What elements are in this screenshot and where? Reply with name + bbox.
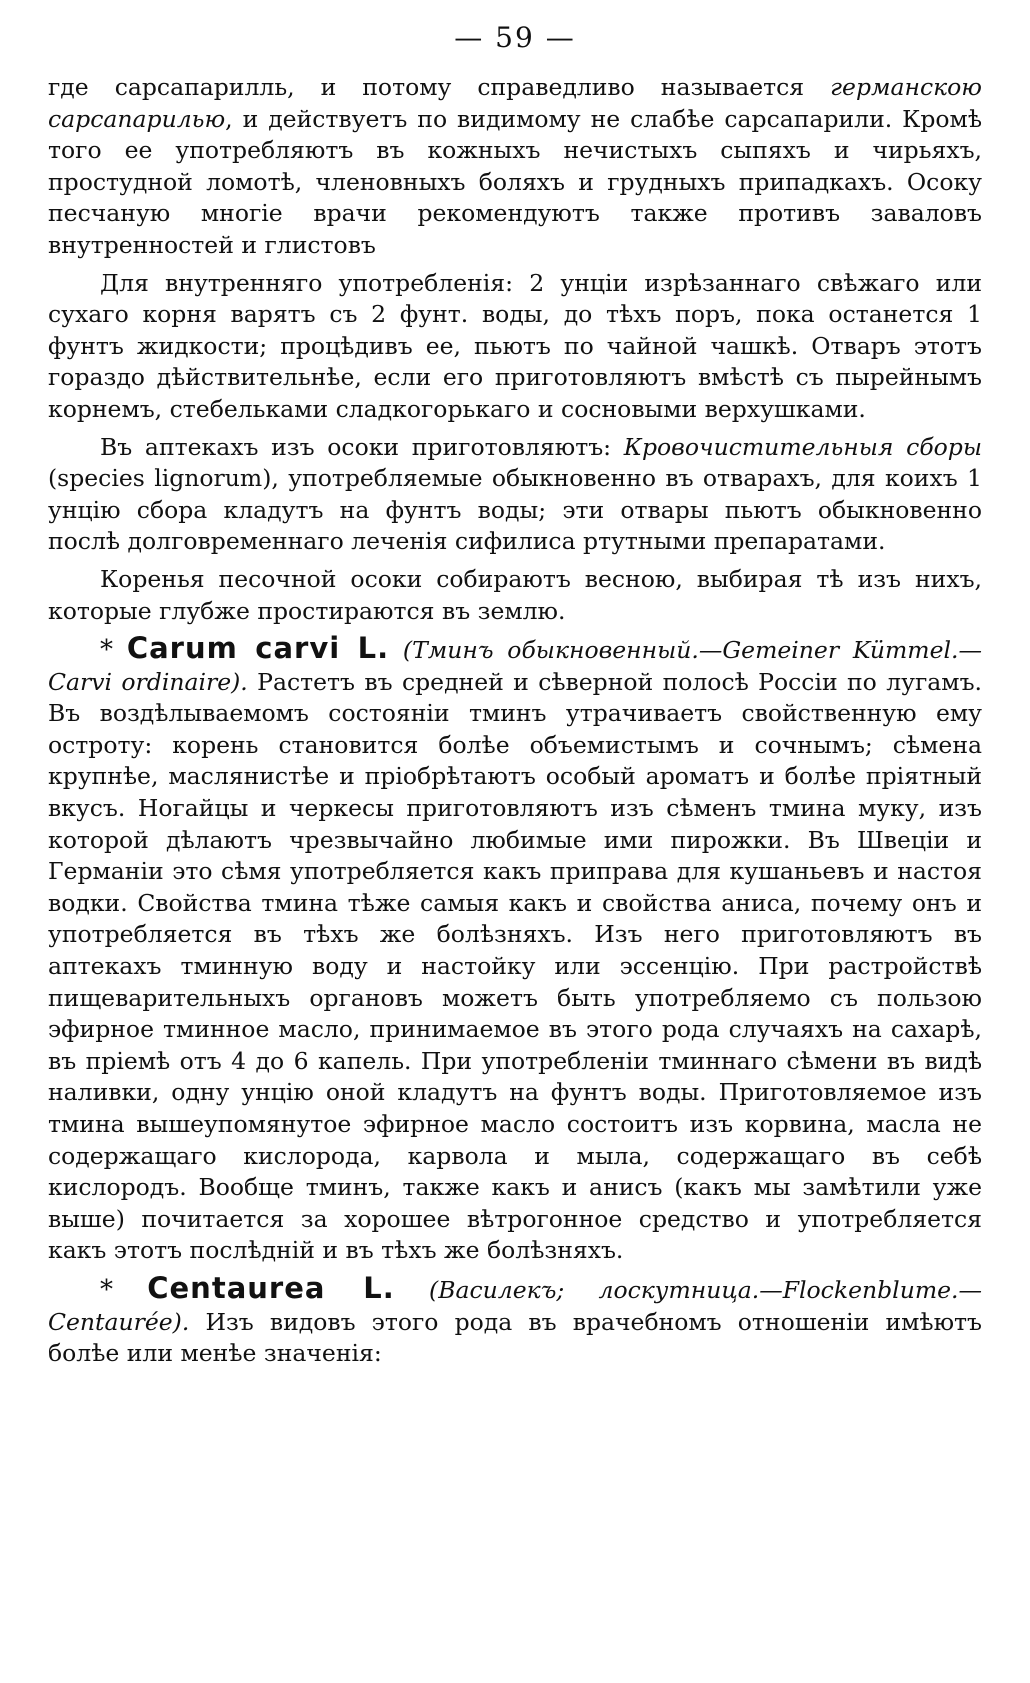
- paragraph-pharmacy: [48, 432, 982, 558]
- p1-text: где сарсапарилль, и потому справедливо называется: [48, 73, 831, 101]
- entry-genus: Centaurea L.: [147, 1270, 395, 1305]
- entry-vernacular: (Василекъ; лоскутница.—Flockenblume.—Centaurée).: [48, 1275, 982, 1336]
- paragraph-roots: Коренья песочной осоки собираютъ весною, выбирая тѣ изъ нихъ, которые глубже простираются въ землю.: [48, 564, 982, 625]
- entry-vernacular: (Тминъ обыкновенный.—Gemeiner Kümmel.—Carvi ordinaire).: [48, 636, 982, 696]
- paragraph-sarsaparilla: [48, 72, 982, 262]
- page-number: — 59 —: [454, 21, 576, 54]
- entry-centaurea: [48, 1270, 982, 1370]
- p3-text: Въ аптекахъ изъ осоки приготовляютъ:: [100, 432, 624, 461]
- entry-carum: [48, 633, 982, 1267]
- paragraph-internal-use: Для внутренняго употребленія: 2 унціи изрѣзаннаго свѣжаго или сухаго корня варятъ съ 2 фунт. воды, до тѣхъ поръ, пока останется 1 фунтъ жидкости; процѣдивъ ее, пьютъ по чайной чашкѣ. Отваръ этотъ гораздо дѣйствительнѣе, если его приготовляютъ вмѣстѣ съ пырейнымъ корнемъ, стебельками сладкогорькаго и сосновыми верхушками.: [48, 268, 982, 423]
- p3-text-b: (species lignorum), употребляемые обыкновенно въ отварахъ, для коихъ 1 унцію сбора кладутъ на фунтъ воды; эти отвары пьютъ обыкновенно послѣ долговременнаго леченія сифилиса ртутными препаратами.: [48, 464, 982, 556]
- entry-star: *: [100, 635, 113, 666]
- entry-genus: Carum carvi L.: [126, 631, 390, 666]
- p3-italic: Кровочистительныя сборы: [623, 432, 982, 461]
- entry-text: Изъ видовъ этого рода въ врачебномъ отношеніи имѣютъ болѣе или менѣе значенія:: [48, 1307, 982, 1368]
- p1-text-b: , и действуетъ по видимому не слабѣе сарсапарили. Кромѣ того ее употребляютъ въ кожныхъ нечистыхъ сыпяхъ и чирьяхъ, простудной ломотѣ, членовныхъ боляхъ и грудныхъ припадкахъ. Осоку песчаную многіе врачи рекомендуютъ также противъ заваловъ внутренностей и глистовъ: [48, 104, 982, 259]
- p1-italic: германскою сарсапарилью: [48, 73, 982, 133]
- entry-star: *: [100, 1274, 113, 1305]
- entry-text: Растетъ въ средней и сѣверной полосѣ Россіи по лугамъ. Въ воздѣлываемомъ состояніи тминъ утрачиваетъ свойственную ему остроту: корень становится болѣе объемистымъ и сочнымъ; сѣмена крупнѣе, маслянистѣе и пріобрѣтаютъ особый ароматъ и болѣе пріятный вкусъ. Ногайцы и черкесы приготовляютъ изъ сѣменъ тмина муку, изъ которой дѣлаютъ чрезвычайно любимые ими пирожки. Въ Швеціи и Германіи это сѣмя употребляется какъ приправа для кушаньевъ и настоя водки. Свойства тмина тѣже самыя какъ и свойства аниса, почему онъ и употребляется въ тѣхъ же болѣзняхъ. Изъ него приготовляютъ въ аптекахъ тминную воду и настойку или эссенцію. При растройствѣ пищеварительныхъ органовъ можетъ быть употребляемо съ пользою эфирное тминное масло, принимаемое въ этого рода случаяхъ на сахарѣ, въ пріемѣ отъ 4 до 6 капель. При употребленіи тминнаго сѣмени въ видѣ наливки, одну унцію оной кладутъ на фунтъ воды. Приготовляемое изъ тмина вышеупомянутое эфирное масло состоитъ изъ корвина, масла не содержащаго кислорода, карвола и мыла, содержащаго въ себѣ кислородъ. Вообще тминъ, также какъ и анисъ (какъ мы замѣтили уже выше) почитается за хорошее вѣтрогонное средство и употребляется какъ этотъ послѣдній и въ тѣхъ же болѣзняхъ.: [48, 667, 982, 1265]
